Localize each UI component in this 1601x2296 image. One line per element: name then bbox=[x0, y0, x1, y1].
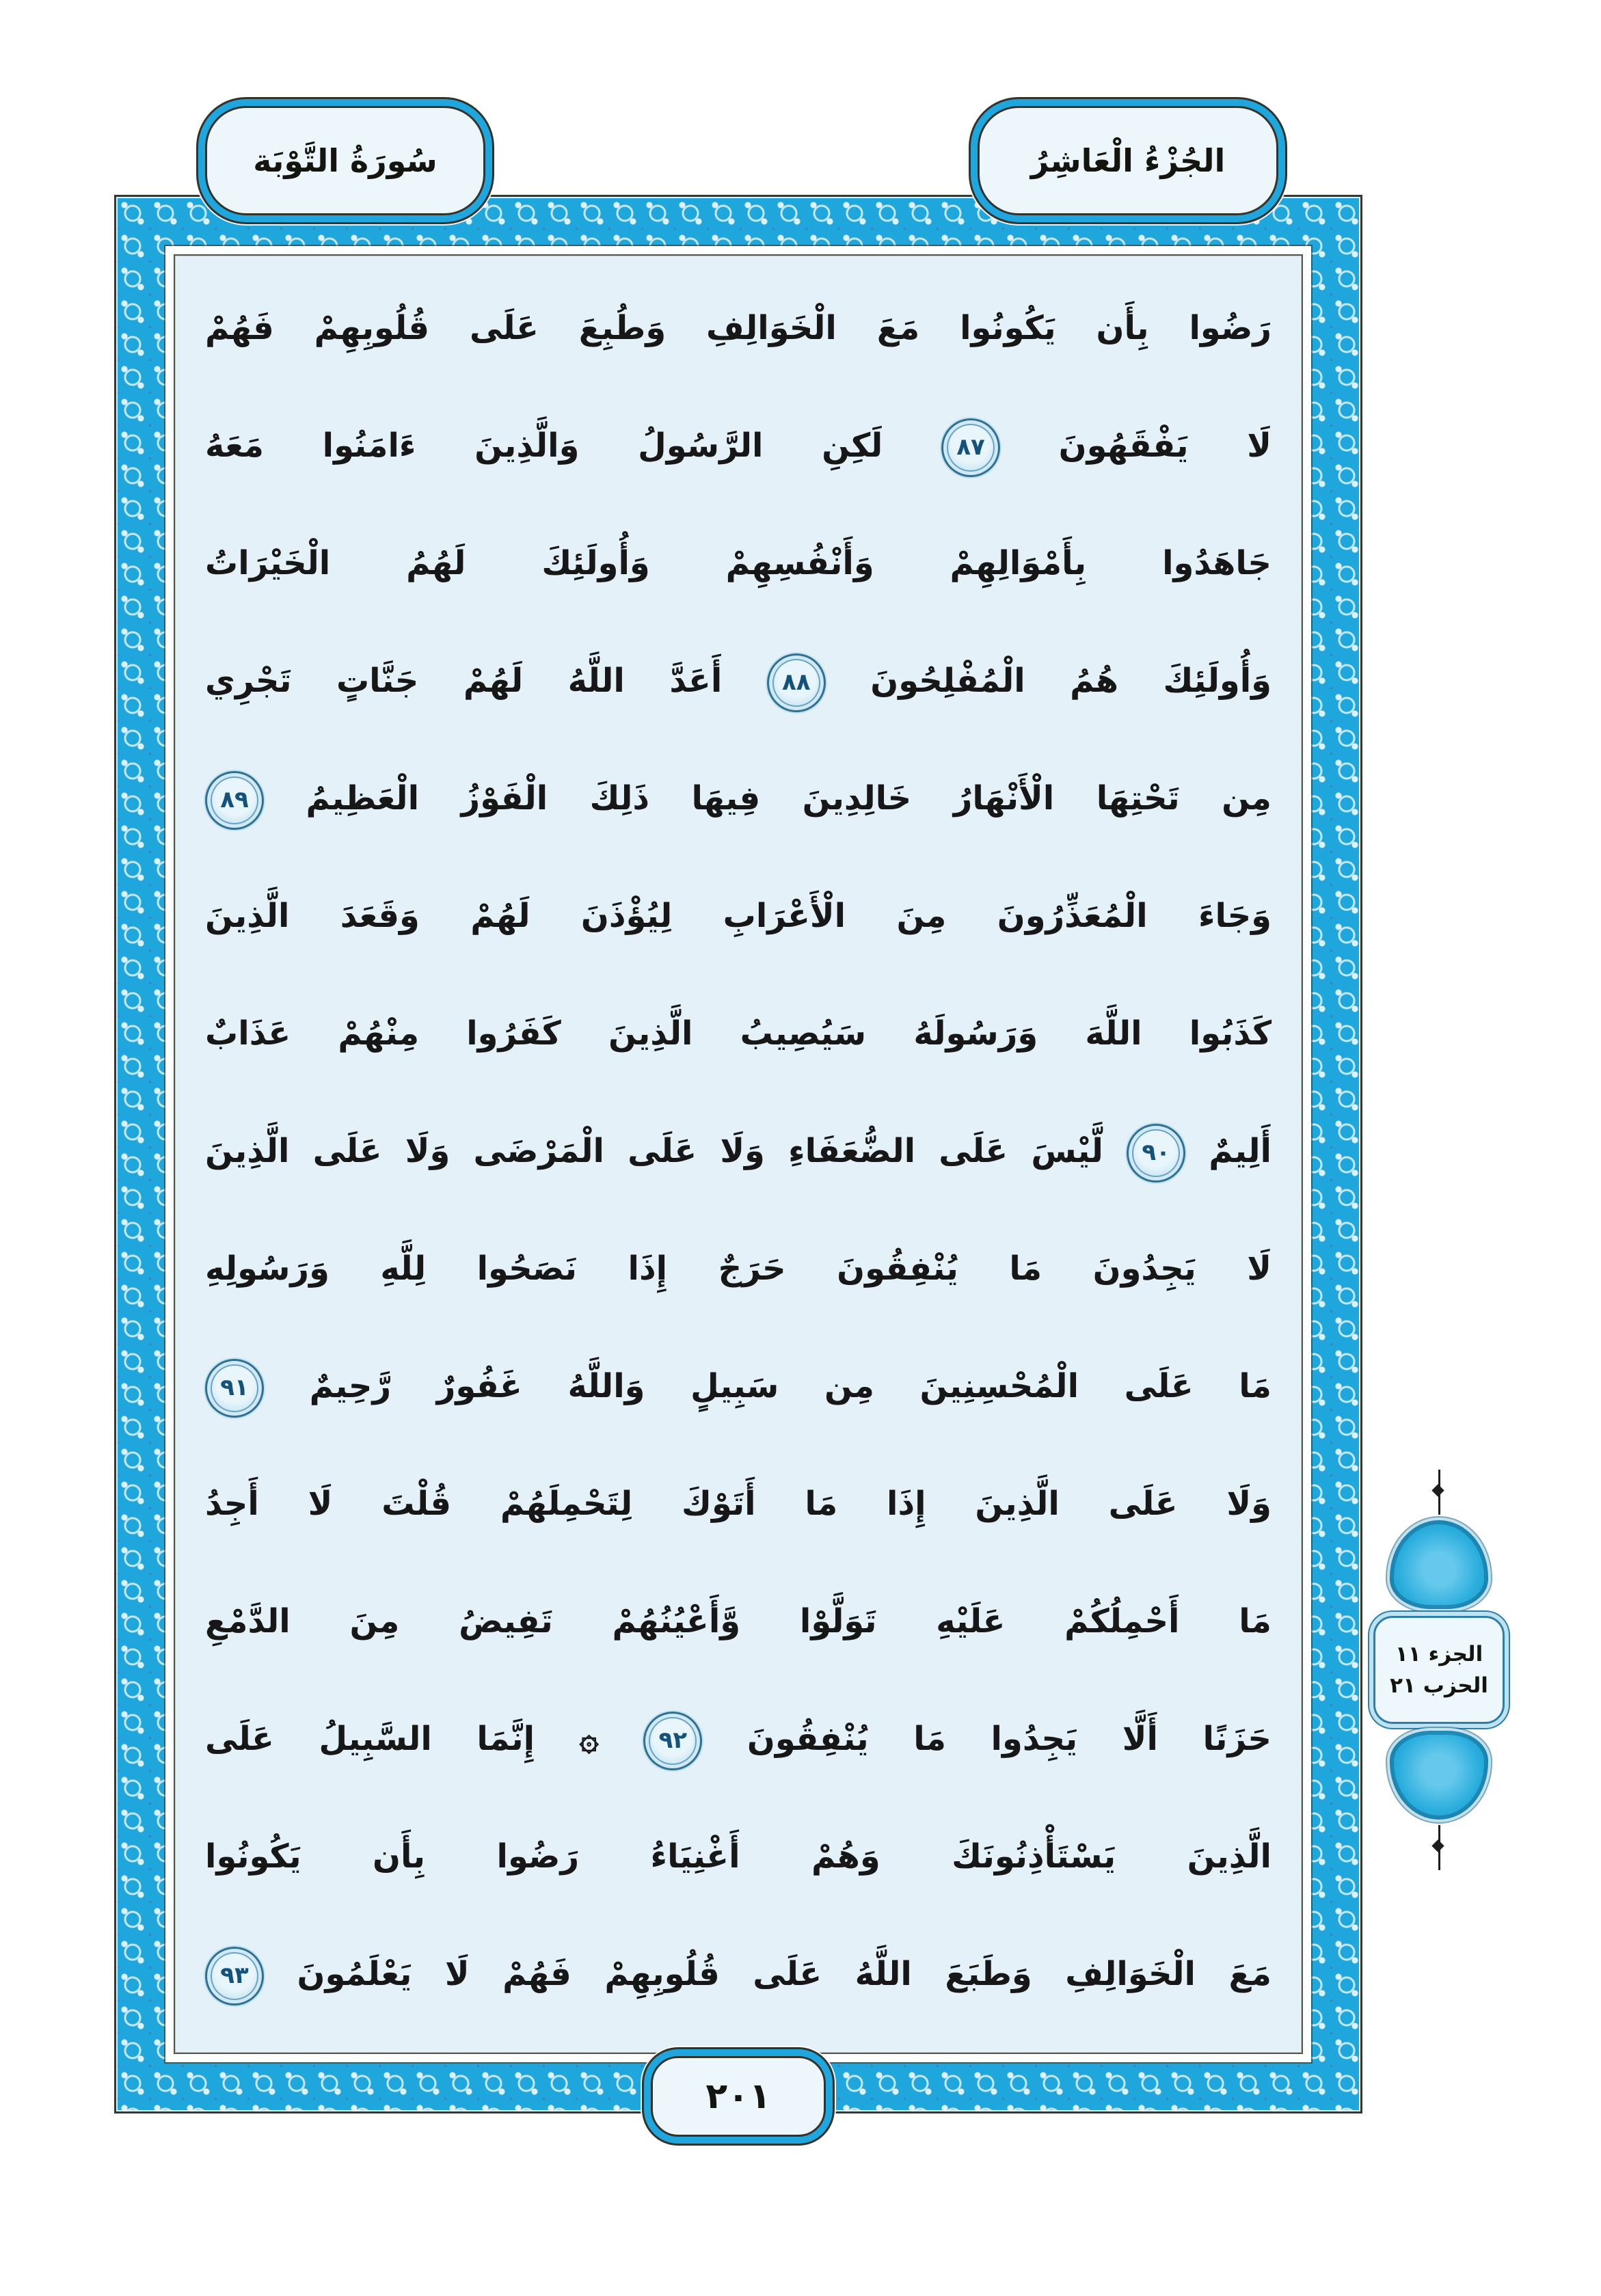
ayah-text: وَأُولَئِكَ هُمُ الْمُفْلِحُونَ bbox=[870, 662, 1272, 700]
quran-line bbox=[205, 504, 1272, 622]
juz-name-label: الجُزْءُ الْعَاشِرُ bbox=[1030, 142, 1226, 179]
quran-line bbox=[205, 1915, 1272, 2033]
juz-hizb-medallion bbox=[1371, 1470, 1507, 1870]
ornamental-border-frame bbox=[114, 195, 1362, 2113]
quran-line bbox=[205, 269, 1272, 387]
quran-line bbox=[205, 1798, 1272, 1915]
verse-number-marker: ٨٨ bbox=[767, 653, 826, 712]
juz-hizb-label-box bbox=[1373, 1616, 1505, 1724]
ayah-text: لَّيْسَ عَلَى الضُّعَفَاءِ وَلَا عَلَى الْمَرْضَى وَلَا عَلَى الَّذِينَ bbox=[205, 1132, 1103, 1170]
ayah-text: وَجَاءَ الْمُعَذِّرُونَ مِنَ الْأَعْرَابِ لِيُؤْذَنَ لَهُمْ وَقَعَدَ الَّذِينَ bbox=[205, 897, 1272, 935]
quran-line bbox=[205, 1563, 1272, 1680]
finial-bottom-icon bbox=[1438, 1825, 1440, 1870]
ayah-text: لَا يَجِدُونَ مَا يُنْفِقُونَ حَرَجٌ إِذَا نَصَحُوا لِلَّهِ وَرَسُولِهِ bbox=[205, 1250, 1272, 1288]
hizb-margin-label: الحزب ٢١ bbox=[1390, 1673, 1488, 1698]
text-panel bbox=[174, 254, 1303, 2054]
page-number-cartouche bbox=[651, 2056, 826, 2137]
juz-margin-label: الجزء ١١ bbox=[1395, 1642, 1483, 1666]
ayah-text: مَا أَحْمِلُكُمْ عَلَيْهِ تَوَلَّوْا وَّأَعْيُنُهُمْ تَفِيضُ مِنَ الدَّمْعِ bbox=[205, 1602, 1272, 1640]
finial-top-icon bbox=[1438, 1470, 1440, 1515]
quran-line bbox=[205, 1445, 1272, 1563]
verse-number-marker: ٩١ bbox=[205, 1359, 264, 1418]
medallion-ornament-bottom-icon bbox=[1387, 1728, 1491, 1822]
ayah-text: مَا عَلَى الْمُحْسِنِينَ مِن سَبِيلٍ وَاللَّهُ غَفُورٌ رَّحِيمٌ bbox=[309, 1367, 1272, 1405]
ayah-text: جَاهَدُوا بِأَمْوَالِهِمْ وَأَنْفُسِهِمْ وَأُولَئِكَ لَهُمُ الْخَيْرَاتُ bbox=[205, 544, 1272, 582]
quran-line bbox=[205, 622, 1272, 740]
quran-line bbox=[205, 740, 1272, 857]
surah-name-cartouche bbox=[205, 106, 485, 215]
quran-line bbox=[205, 857, 1272, 975]
medallion-ornament-top-icon bbox=[1387, 1517, 1491, 1612]
quran-line bbox=[205, 387, 1272, 504]
page-number: ٢٠١ bbox=[705, 2076, 771, 2117]
quran-line bbox=[205, 1680, 1272, 1798]
quran-line bbox=[205, 975, 1272, 1092]
ayah-text: كَذَبُوا اللَّهَ وَرَسُولَهُ سَيُصِيبُ الَّذِينَ كَفَرُوا مِنْهُمْ عَذَابٌ bbox=[205, 1014, 1272, 1053]
ayah-text: أَلِيمٌ bbox=[1209, 1132, 1272, 1170]
ayah-text: لَا يَفْقَهُونَ bbox=[1058, 427, 1272, 465]
ayah-text: مِن تَحْتِهَا الْأَنْهَارُ خَالِدِينَ فِيهَا ذَلِكَ الْفَوْزُ الْعَظِيمُ bbox=[306, 779, 1272, 818]
ayah-text: وَلَا عَلَى الَّذِينَ إِذَا مَا أَتَوْكَ لِتَحْمِلَهُمْ قُلْتَ لَا أَجِدُ bbox=[205, 1485, 1272, 1523]
verse-number-marker: ٩٢ bbox=[643, 1712, 702, 1770]
quran-line bbox=[205, 1210, 1272, 1327]
ayah-text: ۞ إِنَّمَا السَّبِيلُ عَلَى bbox=[205, 1720, 599, 1758]
verse-number-marker: ٩٠ bbox=[1127, 1124, 1185, 1183]
verse-number-marker: ٩٣ bbox=[205, 1947, 264, 2005]
verse-number-marker: ٨٩ bbox=[205, 771, 264, 830]
ayah-text: حَزَنًا أَلَّا يَجِدُوا مَا يُنْفِقُونَ bbox=[746, 1720, 1272, 1758]
surah-name-label: سُورَةُ التَّوْبَة bbox=[253, 142, 438, 179]
ayah-text: أَعَدَّ اللَّهُ لَهُمْ جَنَّاتٍ تَجْرِي bbox=[205, 662, 723, 700]
ayah-text: رَضُوا بِأَن يَكُونُوا مَعَ الْخَوَالِفِ وَطُبِعَ عَلَى قُلُوبِهِمْ فَهُمْ bbox=[205, 309, 1272, 347]
quran-line bbox=[205, 1092, 1272, 1210]
juz-name-cartouche bbox=[978, 106, 1278, 215]
inner-frame-gap bbox=[165, 246, 1311, 2062]
ayah-text: الَّذِينَ يَسْتَأْذِنُونَكَ وَهُمْ أَغْنِيَاءُ رَضُوا بِأَن يَكُونُوا bbox=[205, 1837, 1272, 1876]
quran-line bbox=[205, 1327, 1272, 1445]
quran-lines bbox=[175, 256, 1302, 2053]
ayah-text: مَعَ الْخَوَالِفِ وَطَبَعَ اللَّهُ عَلَى قُلُوبِهِمْ فَهُمْ لَا يَعْلَمُونَ bbox=[297, 1955, 1272, 1993]
ayah-text: لَكِنِ الرَّسُولُ وَالَّذِينَ ءَامَنُوا مَعَهُ bbox=[205, 427, 883, 465]
verse-number-marker: ٨٧ bbox=[941, 418, 1000, 477]
